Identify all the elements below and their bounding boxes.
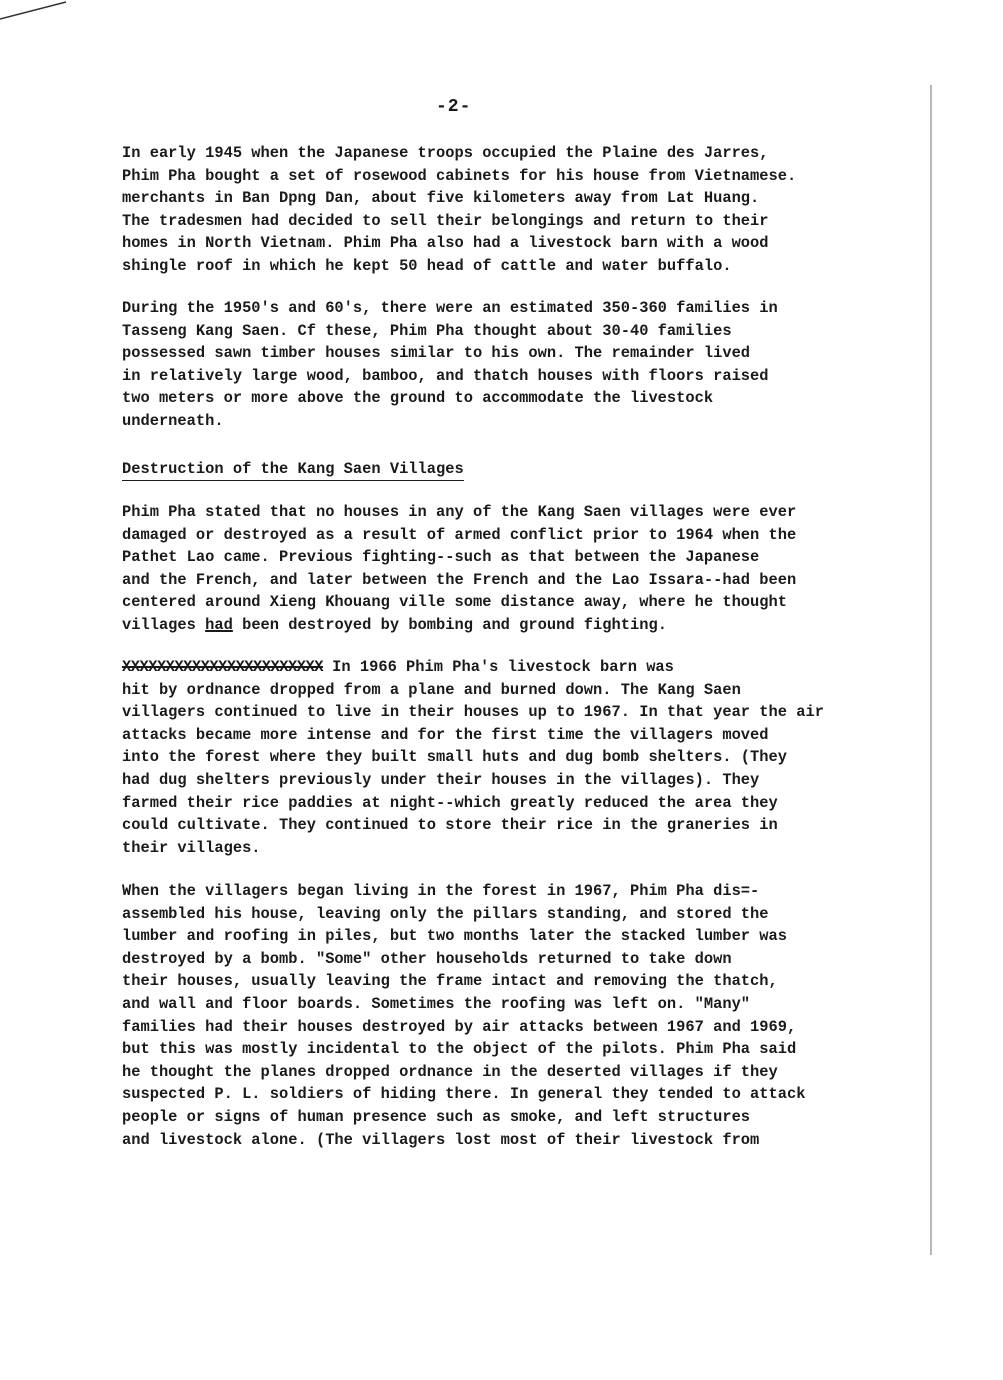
paragraph-line: damaged or destroyed as a result of armed conflict prior to 1964 when the xyxy=(122,525,797,544)
paragraph-line: two meters or more above the ground to accommodate the livestock xyxy=(122,389,714,408)
paragraph-4 xyxy=(122,656,882,859)
section-heading: Destruction of the Kang Saen Villages xyxy=(122,458,464,481)
paragraph-line: centered around Xieng Khouang ville some distance away, where he thought xyxy=(122,593,787,612)
paragraph-line: assembled his house, leaving only the pillars standing, and stored the xyxy=(122,904,769,923)
paragraph-line: their villages. xyxy=(122,838,261,857)
paragraph-line: people or signs of human presence such as smoke, and left structures xyxy=(122,1107,751,1126)
paragraph-line: lumber and roofing in piles, but two months later the stacked lumber was xyxy=(122,927,787,946)
paragraph-line: destroyed by a bomb. "Some" other households returned to take down xyxy=(122,949,732,968)
line-text: been destroyed by bombing and ground fighting. xyxy=(232,615,667,634)
paragraph-line: and the French, and later between the French and the Lao Issara--had been xyxy=(122,570,797,589)
paragraph-1 xyxy=(122,142,882,278)
underlined-word: had xyxy=(205,615,233,634)
paragraph-line: shingle roof in which he kept 50 head of cattle and water buffalo. xyxy=(122,256,732,275)
paragraph-3 xyxy=(122,501,882,637)
paragraph-line: Pathet Lao came. Previous fighting--such as that between the Japanese xyxy=(122,548,760,567)
paragraph-line: but this was mostly incidental to the object of the pilots. Phim Pha said xyxy=(122,1040,797,1059)
struck-out-text: XXXXXXXXXXXXXXXXXXXXXXX xyxy=(122,658,323,676)
paragraph-line: merchants in Ban Dpng Dan, about five kilometers away from Lat Huang. xyxy=(122,189,760,208)
paragraph-line: in relatively large wood, bamboo, and thatch houses with floors raised xyxy=(122,366,769,385)
paragraph-line: farmed their rice paddies at night--which greatly reduced the area they xyxy=(122,793,778,812)
paragraph-line: families had their houses destroyed by air attacks between 1967 and 1969, xyxy=(122,1017,797,1036)
paragraph-line: underneath. xyxy=(122,411,224,430)
paragraph-line: and wall and floor boards. Sometimes the roofing was left on. "Many" xyxy=(122,994,751,1013)
line-text: villages xyxy=(122,615,206,634)
corner-mark xyxy=(0,0,70,22)
line-text: In 1966 Phim Pha's livestock barn was xyxy=(322,658,674,676)
paragraph-line: attacks became more intense and for the first time the villagers moved xyxy=(122,725,769,744)
paragraph-line: he thought the planes dropped ordnance in the deserted villages if they xyxy=(122,1062,778,1081)
paragraph-line: During the 1950's and 60's, there were an estimated 350-360 families in xyxy=(122,299,778,317)
paragraph-line xyxy=(122,614,882,637)
paragraph-line: hit by ordnance dropped from a plane and burned down. The Kang Saen xyxy=(122,680,741,699)
paragraph-line: could cultivate. They continued to store their rice in the graneries in xyxy=(122,816,778,835)
paragraph-line xyxy=(122,656,882,679)
paragraph-line: Phim Pha stated that no houses in any of the Kang Saen villages were ever xyxy=(122,503,797,521)
margin-rule xyxy=(930,85,932,1255)
paragraph-2 xyxy=(122,297,882,433)
paragraph-line: The tradesmen had decided to sell their belongings and return to their xyxy=(122,211,769,230)
paragraph-line: Tasseng Kang Saen. Cf these, Phim Pha thought about 30-40 families xyxy=(122,321,732,340)
paragraph-line: their houses, usually leaving the frame intact and removing the thatch, xyxy=(122,972,778,991)
paragraph-line: homes in North Vietnam. Phim Pha also had a livestock barn with a wood xyxy=(122,234,769,253)
paragraph-line: and livestock alone. (The villagers lost most of their livestock from xyxy=(122,1130,760,1149)
paragraph-line: Phim Pha bought a set of rosewood cabinets for his house from Vietnamese. xyxy=(122,166,797,185)
paragraph-line: possessed sawn timber houses similar to his own. The remainder lived xyxy=(122,344,751,363)
page-number: -2- xyxy=(436,97,472,117)
paragraph-line: villagers continued to live in their houses up to 1967. In that year the air xyxy=(122,703,824,722)
paragraph-5 xyxy=(122,880,882,1151)
paragraph-line: In early 1945 when the Japanese troops occupied the Plaine des Jarres, xyxy=(122,144,769,162)
paragraph-line: suspected P. L. soldiers of hiding there. In general they tended to attack xyxy=(122,1085,806,1104)
paragraph-line: had dug shelters previously under their houses in the villages). They xyxy=(122,770,760,789)
paragraph-line: When the villagers began living in the forest in 1967, Phim Pha dis=- xyxy=(122,882,760,900)
paragraph-line: into the forest where they built small huts and dug bomb shelters. (They xyxy=(122,748,787,767)
